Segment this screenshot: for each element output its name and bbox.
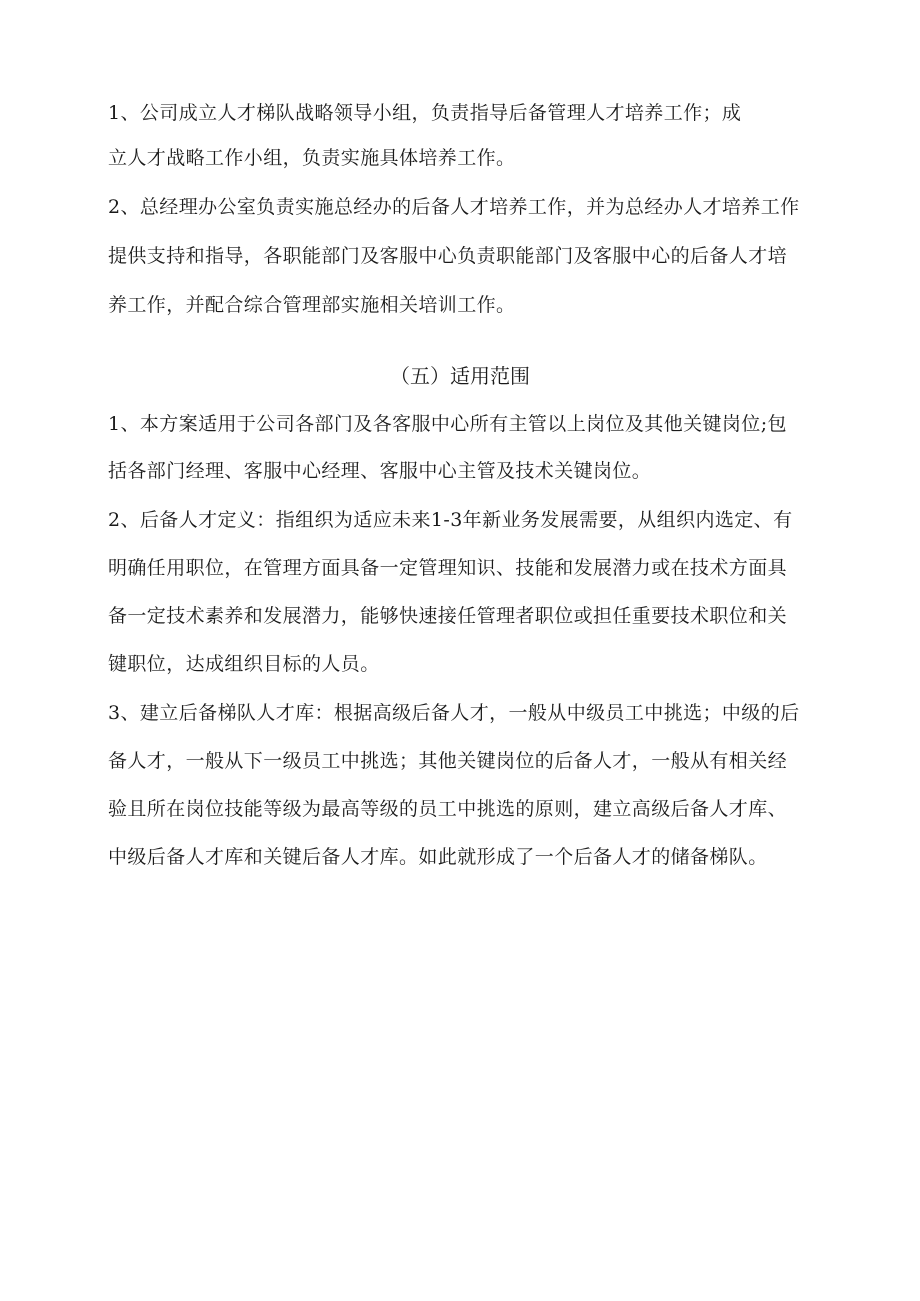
paragraph-line: 2、后备人才定义：指组织为适应未来1-3年新业务发展需要，从组织内选定、有 xyxy=(108,509,793,531)
paragraph-line: 括各部门经理、客服中心经理、客服中心主管及技术关键岗位。 xyxy=(108,460,652,482)
paragraph-line: 2、总经理办公室负责实施总经办的后备人才培养工作，并为总经办人才培养工作 xyxy=(108,196,800,218)
paragraph-line: 中级后备人才库和关键后备人才库。如此就形成了一个后备人才的储备梯队。 xyxy=(108,846,768,868)
paragraph-line: 备一定技术素养和发展潜力，能够快速接任管理者职位或担任重要技术职位和关 xyxy=(108,605,788,627)
paragraph-line: 验且所在岗位技能等级为最高等级的员工中挑选的原则，建立高级后备人才库、 xyxy=(108,798,788,820)
paragraph-line: 明确任用职位，在管理方面具备一定管理知识、技能和发展潜力或在技术方面具 xyxy=(108,557,788,579)
section-heading: （五）适用范围 xyxy=(390,364,530,388)
paragraph-line: 提供支持和指导，各职能部门及客服中心负责职能部门及客服中心的后备人才培 xyxy=(108,245,788,267)
paragraph-line: 备人才，一般从下一级员工中挑选；其他关键岗位的后备人才，一般从有相关经 xyxy=(108,750,788,772)
paragraph-line: 1、公司成立人才梯队战略领导小组，负责指导后备管理人才培养工作；成 xyxy=(108,102,742,124)
paragraph-line: 键职位，达成组织目标的人员。 xyxy=(108,653,380,675)
paragraph-line: 1、本方案适用于公司各部门及各客服中心所有主管以上岗位及其他关键岗位;包 xyxy=(108,413,787,435)
paragraph-line: 3、建立后备梯队人才库：根据高级后备人才，一般从中级员工中挑选；中级的后 xyxy=(108,702,800,724)
paragraph-line: 养工作，并配合综合管理部实施相关培训工作。 xyxy=(108,294,516,316)
paragraph-line: 立人才战略工作小组，负责实施具体培养工作。 xyxy=(108,147,516,169)
